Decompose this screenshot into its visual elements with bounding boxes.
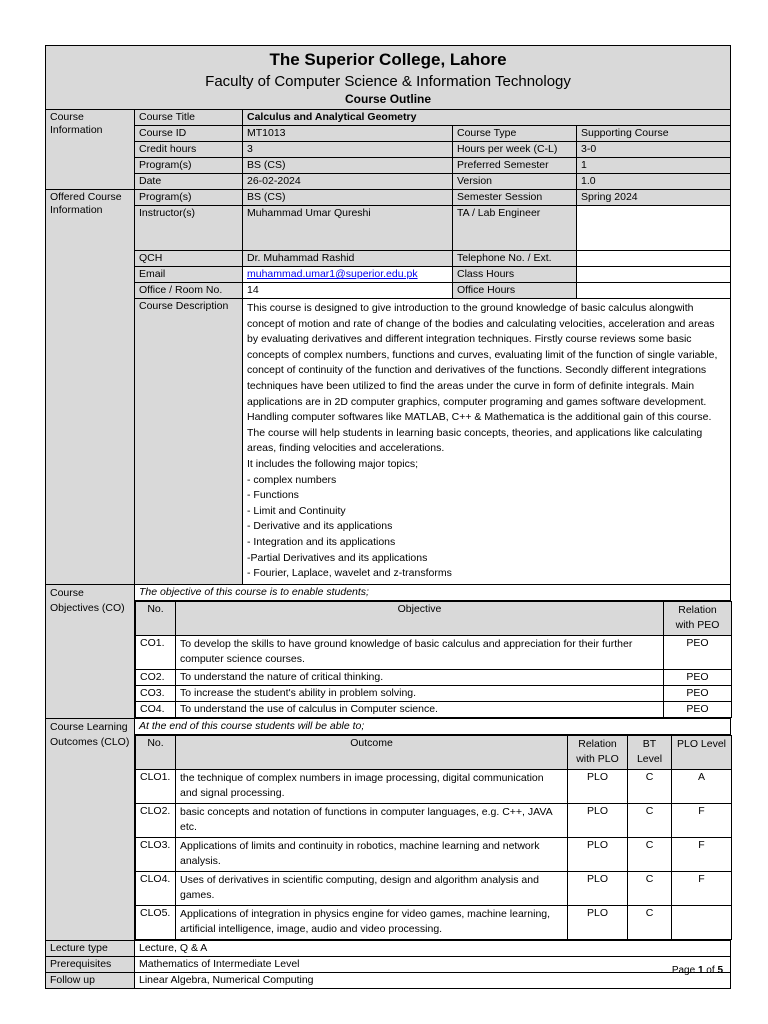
preferred-semester-value: 1 [577, 158, 731, 174]
topic-item: - Limit and Continuity [247, 504, 346, 517]
instructor-label: Instructor(s) [135, 206, 243, 251]
clo-text: Applications of limits and continuity in robotics, machine learning and network analysis. [176, 837, 568, 871]
clo-col-outcome: Outcome [176, 735, 568, 769]
objectives-col-objective: Objective [176, 601, 664, 635]
page-prefix: Page [671, 965, 698, 976]
email-label: Email [135, 267, 243, 283]
course-outline-document [45, 45, 730, 989]
table-row [136, 871, 732, 905]
objectives-col-relation: Relation with PEO [664, 601, 732, 635]
credit-hours-label: Credit hours [135, 142, 243, 158]
telephone-label: Telephone No. / Ext. [453, 251, 577, 267]
table-row [136, 685, 732, 701]
course-title-value: Calculus and Analytical Geometry [243, 110, 731, 126]
office-hours-label: Office Hours [453, 283, 577, 299]
course-outline-table [45, 45, 731, 989]
objective-text: To understand the use of calculus in Computer science. [176, 701, 664, 717]
credit-hours-value: 3 [243, 142, 453, 158]
page-number [672, 965, 723, 976]
clo-bt: C [628, 803, 672, 837]
clo-relation: PLO [568, 905, 628, 939]
page-current: 1 [697, 965, 704, 976]
follow-up-value: Linear Algebra, Numerical Computing [135, 972, 731, 988]
clo-bt: C [628, 769, 672, 803]
qch-label: QCH [135, 251, 243, 267]
instructor-value: Muhammad Umar Qureshi [243, 206, 453, 251]
hours-per-week-label: Hours per week (C-L) [453, 142, 577, 158]
topic-item: - Fourier, Laplace, wavelet and z-transforms [247, 567, 452, 580]
ta-lab-engineer-value [577, 206, 731, 251]
topic-item: - complex numbers [247, 473, 337, 486]
version-label: Version [453, 174, 577, 190]
objectives-table-cell [135, 600, 731, 718]
course-title-label: Course Title [135, 110, 243, 126]
objectives-col-no: No. [136, 601, 176, 635]
office-room-value: 14 [243, 283, 453, 299]
topic-item: - Derivative and its applications [247, 520, 393, 533]
offered-program-value: BS (CS) [243, 190, 453, 206]
course-type-value: Supporting Course [577, 126, 731, 142]
hours-per-week-value: 3-0 [577, 142, 731, 158]
objective-no: CO1. [136, 635, 176, 669]
description-paragraph: This course is designed to give introduction to the ground knowledge of basic calculus alongwith concept of motion and rate of change of the bodies and calculating velocities, acceleration and areas by evaluating derivatives and different integration techniques. Firstly course reviews some basic concepts of complex numbers, functions and curves, evaluating limit of the function of single variable, concept of continuity of the function and derivatives of the functions. Secondly different integrations techniques have been utilized to find the areas under the curve in form of definite integrals. Main applications are in 2D computer graphics, computer programing and games software development. Handling computer softwares like MATLAB, C++ & Mathematica is the additional gain of this course. The course will help students in learning basic concepts, theories, and applications like calculating areas, finding velocities and accelerations. [247, 302, 718, 455]
clo-no: CLO5. [136, 905, 176, 939]
topic-item: - Functions [247, 489, 299, 502]
objective-relation: PEO [664, 669, 732, 685]
course-description-label: Course Description [135, 299, 243, 585]
clo-text: basic concepts and notation of functions in computer languages, e.g. C++, JAVA etc. [176, 803, 568, 837]
semester-session-label: Semester Session [453, 190, 577, 206]
program-label: Program(s) [135, 158, 243, 174]
qch-value: Dr. Muhammad Rashid [243, 251, 453, 267]
clo-no: CLO4. [136, 871, 176, 905]
objectives-intro: The objective of this course is to enable students; [135, 584, 731, 600]
course-information-label: Course Information [46, 110, 135, 190]
clo-plo: F [672, 871, 732, 905]
clo-plo [672, 905, 732, 939]
class-hours-label: Class Hours [453, 267, 577, 283]
page-total: 5 [717, 965, 723, 976]
clo-relation: PLO [568, 837, 628, 871]
ta-lab-engineer-label: TA / Lab Engineer [453, 206, 577, 251]
topic-item: - Integration and its applications [247, 535, 396, 548]
telephone-value [577, 251, 731, 267]
course-type-label: Course Type [453, 126, 577, 142]
version-value: 1.0 [577, 174, 731, 190]
clo-bt: C [628, 905, 672, 939]
objectives-table [135, 601, 732, 718]
document-header [46, 46, 731, 110]
clo-relation: PLO [568, 769, 628, 803]
clo-bt: C [628, 871, 672, 905]
prerequisites-value: Mathematics of Intermediate Level [135, 956, 731, 972]
clo-intro: At the end of this course students will be able to; [135, 718, 731, 734]
table-row [136, 769, 732, 803]
course-description-body [243, 299, 731, 585]
clo-plo: F [672, 803, 732, 837]
document-title: Course Outline [345, 92, 432, 106]
clo-bt: C [628, 837, 672, 871]
prerequisites-label: Prerequisites [46, 956, 135, 972]
email-link[interactable]: muhammad.umar1@superior.edu.pk [247, 268, 418, 280]
clo-table [135, 735, 732, 940]
program-value: BS (CS) [243, 158, 453, 174]
objective-text: To increase the student's ability in problem solving. [176, 685, 664, 701]
clo-plo: F [672, 837, 732, 871]
semester-session-value: Spring 2024 [577, 190, 731, 206]
objective-relation: PEO [664, 701, 732, 717]
clo-col-plo-level: PLO Level [672, 735, 732, 769]
clo-plo: A [672, 769, 732, 803]
objective-no: CO2. [136, 669, 176, 685]
date-value: 26-02-2024 [243, 174, 453, 190]
clo-label: Course Learning Outcomes (CLO) [46, 718, 135, 940]
table-row [136, 635, 732, 669]
offered-course-information-label: Offered Course Information [46, 190, 135, 585]
clo-text: Uses of derivatives in scientific computing, design and algorithm analysis and games. [176, 871, 568, 905]
clo-no: CLO2. [136, 803, 176, 837]
table-row [136, 701, 732, 717]
objective-relation: PEO [664, 635, 732, 669]
topics-intro: It includes the following major topics; [247, 457, 418, 470]
date-label: Date [135, 174, 243, 190]
table-row [136, 669, 732, 685]
course-id-label: Course ID [135, 126, 243, 142]
objective-no: CO3. [136, 685, 176, 701]
clo-relation: PLO [568, 871, 628, 905]
clo-col-bt-level: BT Level [628, 735, 672, 769]
course-id-value: MT1013 [243, 126, 453, 142]
office-room-label: Office / Room No. [135, 283, 243, 299]
clo-table-cell [135, 734, 731, 940]
objective-text: To understand the nature of critical thinking. [176, 669, 664, 685]
lecture-type-value: Lecture, Q & A [135, 940, 731, 956]
office-hours-value [577, 283, 731, 299]
clo-col-relation: Relation with PLO [568, 735, 628, 769]
objective-text: To develop the skills to have ground knowledge of basic calculus and appreciation for their further computer science courses. [176, 635, 664, 669]
lecture-type-label: Lecture type [46, 940, 135, 956]
objective-no: CO4. [136, 701, 176, 717]
clo-text: the technique of complex numbers in image processing, digital communication and signal processing. [176, 769, 568, 803]
table-row [136, 905, 732, 939]
clo-no: CLO1. [136, 769, 176, 803]
clo-col-no: No. [136, 735, 176, 769]
offered-program-label: Program(s) [135, 190, 243, 206]
page-mid: of [703, 965, 718, 976]
class-hours-value [577, 267, 731, 283]
college-name: The Superior College, Lahore [269, 50, 507, 69]
clo-no: CLO3. [136, 837, 176, 871]
clo-relation: PLO [568, 803, 628, 837]
objective-relation: PEO [664, 685, 732, 701]
faculty-name: Faculty of Computer Science & Information Technology [205, 73, 571, 90]
follow-up-label: Follow up [46, 972, 135, 988]
course-objectives-label: Course Objectives (CO) [46, 584, 135, 718]
topic-item: -Partial Derivatives and its applications [247, 551, 428, 564]
clo-text: Applications of integration in physics engine for video games, machine learning, artificial intelligence, image, audio and video processing. [176, 905, 568, 939]
table-row [136, 803, 732, 837]
preferred-semester-label: Preferred Semester [453, 158, 577, 174]
table-row [136, 837, 732, 871]
